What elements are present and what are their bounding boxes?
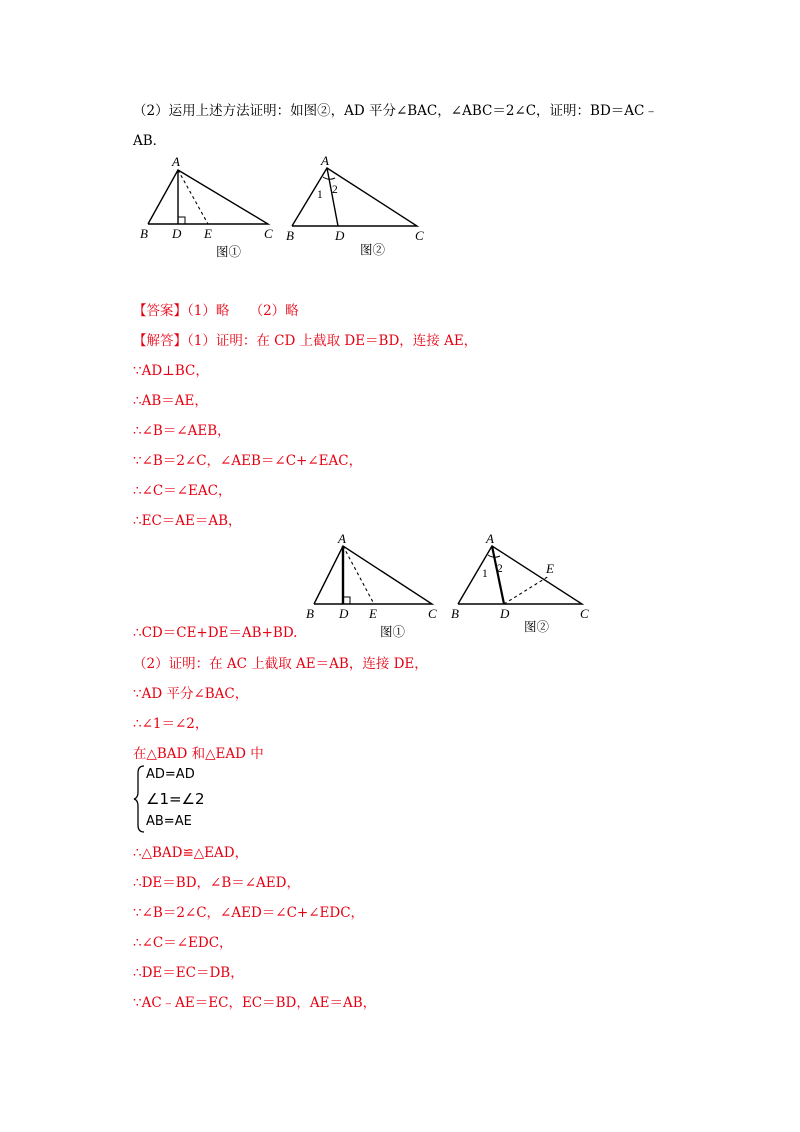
mid-fig2-label-a: A [486, 531, 494, 546]
top-fig2-angle-2: 2 [332, 184, 338, 196]
top-fig1-label-a: A [172, 154, 180, 169]
solution-tag: 【解答】 [133, 333, 187, 349]
mid-figure-2 [451, 531, 589, 634]
mid-fig1-label-b: B [306, 606, 314, 621]
top-fig1-label-c: C [264, 226, 273, 241]
solution-line: ∵∠B＝2∠C，∠AEB＝∠C+∠EAC， [133, 453, 363, 469]
top-fig1-label-b: B [140, 226, 148, 241]
mid-fig2-label-e: E [546, 561, 554, 576]
mid-fig1-label-a: A [338, 531, 346, 546]
top-figures [130, 152, 430, 264]
solution-line: ∴∠1＝∠2， [133, 716, 209, 732]
answer-line [133, 302, 299, 320]
question-line-2: AB． [133, 133, 167, 149]
top-fig2-label-c: C [415, 228, 424, 243]
solution-intro [133, 332, 477, 350]
top-fig2-caption: 图② [360, 243, 386, 257]
solution-line: ∴∠C＝∠EAC， [133, 483, 232, 499]
top-fig2-label-d: D [335, 228, 345, 243]
mid-fig1-label-e: E [369, 606, 377, 621]
mid-fig1-label-c: C [428, 606, 437, 621]
answer-text: （1）略 （2）略 [187, 303, 299, 319]
mid-fig2-angle-1: 1 [482, 568, 488, 580]
mid-fig2-label-d: D [500, 606, 510, 621]
system-row: AD=AD [146, 767, 195, 782]
answer-tag: 【答案】 [133, 303, 187, 319]
solution-line: ∵AD⊥BC， [133, 363, 209, 379]
solution-line: ∴EC＝AE＝AB， [133, 513, 242, 529]
top-fig2-angle-1: 1 [317, 189, 323, 201]
solution-line: ∵∠B＝2∠C，∠AED＝∠C+∠EDC， [133, 905, 365, 921]
part1-intro: （1）证明：在 CD 上截取 DE＝BD，连接 AE， [187, 333, 478, 349]
system-row: ∠1=∠2 [146, 790, 205, 808]
equation-system [133, 764, 253, 834]
solution-line: ∴∠B＝∠AEB， [133, 423, 231, 439]
system-row: AB=AE [146, 814, 192, 829]
solution-line: ∴△BAD≌△EAD， [133, 845, 249, 861]
solution-line: ∴DE＝BD，∠B＝∠AED， [133, 875, 300, 891]
mid-figure-1 [306, 531, 437, 639]
top-fig2-label-a: A [321, 153, 329, 168]
solution-line: ∴DE＝EC＝DB， [133, 965, 244, 981]
solution-line: ∵AD 平分∠BAC， [133, 686, 249, 702]
left-brace [133, 764, 147, 834]
part2-intro: （2）证明：在 AC 上截取 AE＝AB，连接 DE， [133, 656, 428, 672]
conclusion-part1: ∴CD＝CE+DE＝AB+BD. [133, 625, 298, 641]
top-fig2-label-b: B [286, 228, 294, 243]
mid-figures [300, 532, 600, 640]
mid-fig2-caption: 图② [524, 620, 550, 634]
solution-line: ∴AB＝AE， [133, 393, 208, 409]
top-fig1-label-d: D [172, 226, 182, 241]
mid-fig1-caption: 图① [380, 625, 406, 639]
solution-line: 在△BAD 和△EAD 中 [133, 746, 264, 762]
top-fig1-caption: 图① [216, 245, 242, 259]
top-fig1-label-e: E [204, 226, 212, 241]
top-figure-2 [286, 153, 424, 257]
mid-fig2-label-b: B [451, 606, 459, 621]
solution-line: ∴∠C＝∠EDC， [133, 935, 233, 951]
mid-fig2-angle-2: 2 [497, 563, 503, 575]
question-line-1: （2）运用上述方法证明：如图②，AD 平分∠BAC，∠ABC＝2∠C，证明：BD＝AC﹣ [133, 103, 658, 119]
mid-fig2-label-c: C [580, 606, 589, 621]
top-figure-1 [140, 154, 273, 259]
mid-fig1-label-d: D [339, 606, 349, 621]
solution-line: ∵AC﹣AE＝EC，EC＝BD，AE＝AB， [133, 995, 377, 1011]
